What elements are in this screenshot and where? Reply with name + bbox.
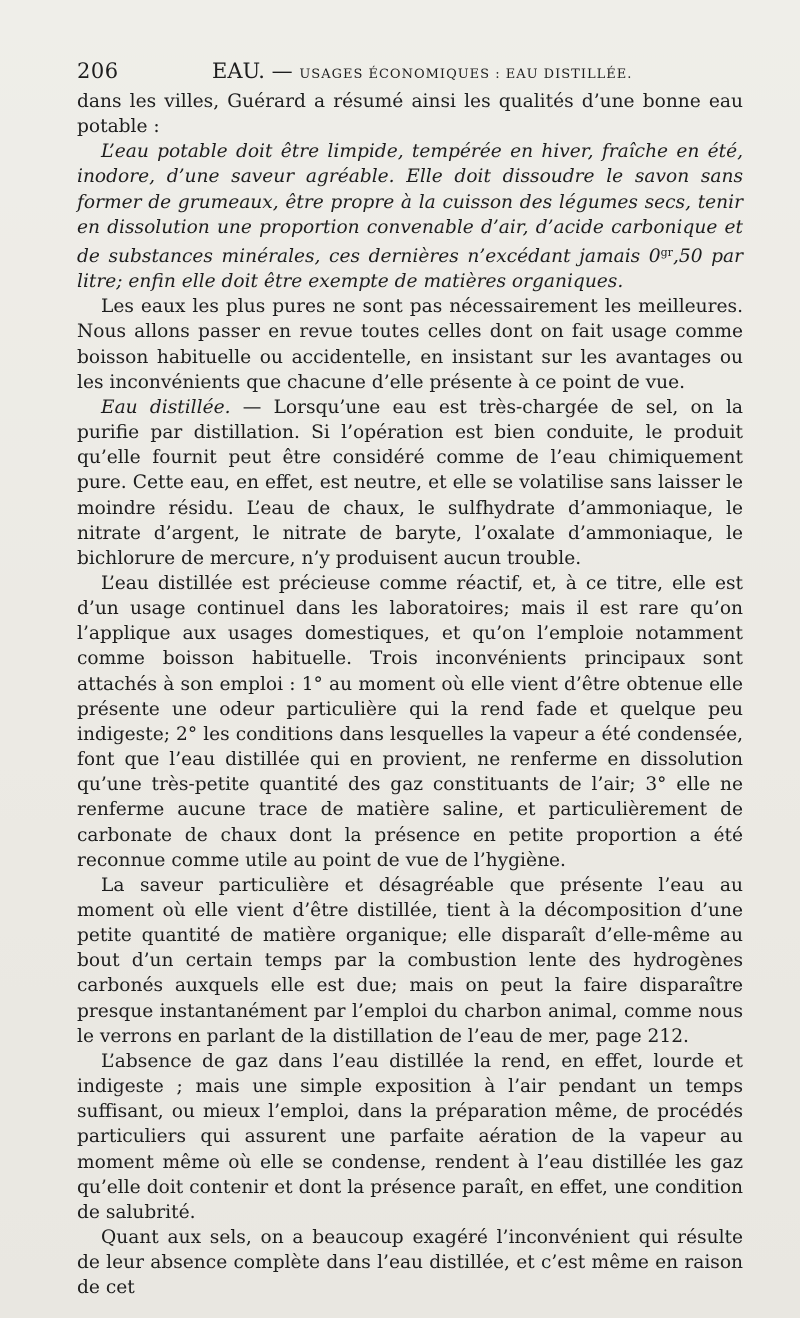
paragraph-intro: dans les villes, Guérard a résumé ainsi les qualités d’une bonne eau potable : <box>77 91 743 138</box>
running-head <box>212 58 632 88</box>
body-text <box>77 89 743 1301</box>
running-head-dash: — <box>271 59 293 83</box>
gram-superscript: gr <box>660 245 673 259</box>
paragraph-pure-waters: Les eaux les plus pures ne sont pas nécessairement les meilleures. Nous allons passer en revue toutes celles dont on fait usage comme boisson habituelle ou accidentelle, en insistant sur les avantages ou les inconvénients que chacune d’elle présente à ce point de vue. <box>77 296 743 393</box>
paragraph-salts: Quant aux sels, on a beaucoup exagéré l’inconvénient qui résulte de leur absence complète dans l’eau distillée, et c’est même en raison de cet <box>77 1227 743 1299</box>
page-number: 206 <box>77 59 119 83</box>
quotation-text-b: ,50 par litre; enfin elle doit être exempte de matières organiques. <box>77 245 743 293</box>
page-header <box>77 58 732 84</box>
running-head-subtitle: USAGES ÉCONOMIQUES : EAU DISTILLÉE. <box>299 67 633 82</box>
section-lead: Eau distillée. <box>101 396 231 418</box>
paragraph-quotation <box>77 139 743 294</box>
quotation-text-a: L’eau potable doit être limpide, tempérée en hiver, fraîche en été, inodore, d’une saveur agréable. Elle doit dissoudre le savon sans former de grumeaux, être propre à la cuisson des légumes secs, tenir en dissolution une proportion convenable d’air, d’acide carbonique et de substances minérales, ces dernières n’excédant jamais 0 <box>77 141 743 267</box>
paragraph-reagent: L’eau distillée est précieuse comme réactif, et, à ce titre, elle est d’un usage continuel dans les laboratoires; mais il est rare qu’on l’applique aux usages domestiques, et qu’on l’emploie notamment comme boisson habituelle. Trois inconvénients principaux sont attachés à son emploi : 1° au moment où elle vient d’être obtenue elle présente une odeur particulière qui la rend fade et quelque peu indigeste; 2° les conditions dans lesquelles la vapeur a été condensée, font que l’eau distillée qui en provient, ne renferme en dissolution qu’une très-petite quantité des gaz constituants de l’air; 3° elle ne renferme aucune trace de matière saline, et particulièrement de carbonate de chaux dont la présence en petite proportion a été reconnue comme utile au point de vue de l’hygiène. <box>77 572 743 871</box>
paragraph-flavor: La saveur particulière et désagréable que présente l’eau au moment où elle vient d’être distillée, tient à la décomposition d’une petite quantité de matière organique; elle disparaît d’elle-même au bout d’un certain temps par la combustion lente des hydrogènes carbonés auxquels elle est due; mais on peut la faire disparaître presque instantanément par l’emploi du charbon animal, comme nous le verrons en parlant de la distillation de l’eau de mer, page 212. <box>77 874 743 1047</box>
running-head-title: EAU. <box>212 59 265 83</box>
distilled-water-text: — Lorsqu’une eau est très-chargée de sel, on la purifie par distillation. Si l’opération est bien conduite, le produit qu’elle fournit peut être considéré comme de l’eau chimiquement pure. Cette eau, en effet, est neutre, et elle se volatilise sans laisser le moindre résidu. L’eau de chaux, le sulfhydrate d’ammoniaque, le nitrate d’argent, le nitrate de baryte, l’oxalate d’ammoniaque, le bichlorure de mercure, n’y produisent aucun trouble. <box>77 396 743 569</box>
paragraph-distilled-water <box>77 395 743 571</box>
paragraph-gas-absence: L’absence de gaz dans l’eau distillée la rend, en effet, lourde et indigeste ; mais une simple exposition à l’air pendant un temps suffisant, ou mieux l’emploi, dans la préparation même, de procédés particuliers qui assurent une parfaite aération de la vapeur au moment même où elle se condense, rendent à l’eau distillée les gaz qu’elle doit contenir et dont la présence paraît, en effet, une condition de salubrité. <box>77 1050 743 1223</box>
